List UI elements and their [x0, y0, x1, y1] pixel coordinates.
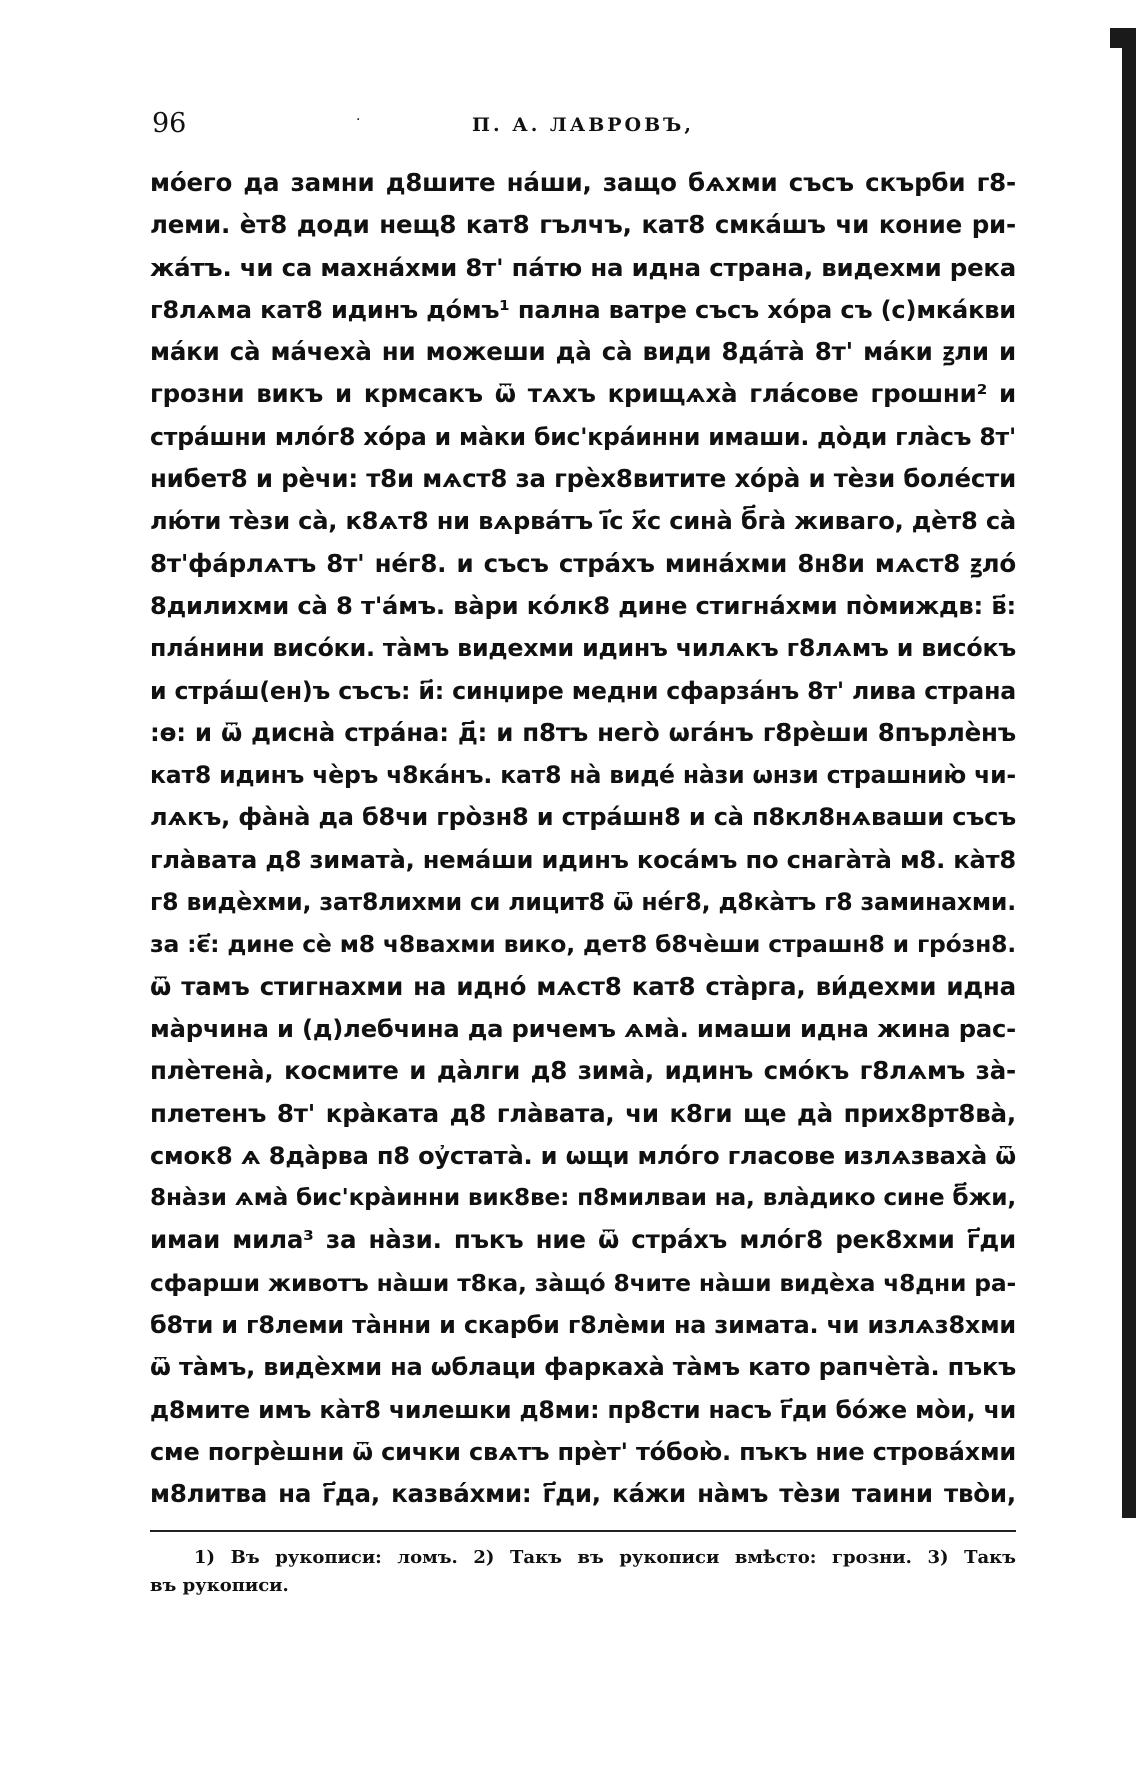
text-line: г8лѧма кат8 идинъ до́мъ¹ пална ватре съсъ хо́ра съ (с)мка́кви [150, 295, 1016, 324]
text-line: смок8 ѧ 8да̀рва п8 оу҆стата̀. и ѡщи мло́го гласове излѧзваха̀ ѿ [150, 1141, 1016, 1170]
text-line: плетенъ 8т' кра̀ката д8 гла̀вата, чи к8ги ще да̀ прих8рт8ва̀, [150, 1098, 1016, 1128]
footnote-rule [150, 1530, 1016, 1532]
text-line: пла́нини висо́ки. та̀мъ видехми идинъ чилѧкъ г8лѧмъ и висо́къ [150, 634, 1016, 663]
text-line: б8ти и г8леми та̀нни и скарби г8лѐми на зимата. чи излѧз8хми [150, 1311, 1016, 1340]
text-line: г8 видѐхми, зат8лихми си лицит8 ѿ не́г8, д8ка̀тъ г8 заминахми. [150, 888, 1016, 917]
footnote-line: въ рукописи. [150, 1574, 289, 1596]
text-line: сфарши животъ на̀ши т8ка, за̀що́ 8чите на̀ши видѐха ч8дни ра- [150, 1268, 1016, 1297]
body-text [150, 162, 1016, 1516]
text-line: 8дилихми са̀ 8 т'а́мъ. ва̀ри ко́лк8 дине стигна́хми по̀миждв: в҃: [150, 590, 1016, 620]
page-number: 96 [152, 108, 187, 139]
text-line: д8мите имъ ка̀т8 чилешки д8ми: пр8сти насъ г҃ди бо́же мо̀и, чи [150, 1395, 1016, 1424]
running-head: П. А. ЛАВРОВЪ, [472, 114, 694, 136]
text-line: ѿ тамъ стигнахми на идно́ мѧст8 кат8 ста̀рга, ви́дехми идна [150, 971, 1016, 1001]
text-line: за :є҃: дине сѐ м8 ч8вахми вико, дет8 б8чѐши страшн8 и гро́зн8. [150, 930, 1016, 959]
text-line: гла̀вата д8 зимата̀, нема́ши идинъ коса́мъ по снага̀та̀ м8. ка̀т8 [150, 845, 1016, 874]
text-line: жа́тъ. чи са махна́хми 8т' па́тю на идна страна, видехми река [150, 252, 1017, 282]
text-line: ѿ та̀мъ, видѐхми на ѡблаци фаркаха̀ та̀мъ като рапчѐта̀. пъкъ [150, 1353, 1016, 1382]
text-line: ма̀рчина и (д)лебчина да ричемъ ѧма̀. имаши идна жина рас- [150, 1014, 1016, 1043]
text-line: :ѳ: и ѿ дисна̀ стра́на: д҃: и п8тъ него̀ ѡга́нъ г8рѐши 8пърлѐнъ [150, 717, 1016, 747]
text-line: грозни викъ и крмсакъ ѿ тѧхъ крищѧха̀ гла́сове грошни² и [150, 379, 1016, 409]
footnote-line: 1) Въ рукописи: ломъ. 2) Такъ въ рукописи вмѣсто: грозни. 3) Такъ [194, 1546, 1016, 1568]
scan-edge-bar-top [1110, 28, 1136, 48]
book-page [150, 108, 1016, 1600]
text-line: ма́ки са̀ ма́чеха̀ ни можеши да̀ са̀ види 8да́та̀ 8т' ма́ки ꙃли и [150, 337, 1016, 367]
text-line: лѧкъ, фа̀на̀ да б8чи гро̀зн8 и стра́шн8 и са̀ п8кл8нѧваши съсъ [150, 803, 1016, 832]
text-line: плѐтена̀, космите и да̀лги д8 зима̀, идинъ смо́къ г8лѧмъ за̀- [150, 1056, 1016, 1086]
footnotes [150, 1544, 1016, 1600]
text-line: лю́ти тѐзи са̀, к8ѧт8 ни вѧрва́тъ і҃с х҃с сина̀ б҃га̀ живаго, дѐт8 са̀ [150, 507, 1016, 536]
text-line: кат8 идинъ чѐръ ч8ка́нъ. кат8 на̀ виде́ на̀зи ѡнзи страшнию̀ чи- [150, 761, 1016, 790]
header-dot: · [356, 112, 361, 128]
page-header [150, 108, 1016, 156]
text-line: нибет8 и рѐчи: т8и мѧст8 за грѐх8витите хо́ра̀ и тѐзи боле́сти [150, 464, 1016, 494]
text-line: 8т'фа́рлѧтъ 8т' не́г8. и съсъ стра́хъ мина́хми 8н8и мѧст8 ꙃло́ [150, 548, 1016, 578]
scan-edge-bar [1122, 28, 1136, 1518]
text-line: и стра́ш(ен)ъ съсъ: и҃: синџире медни сфарза́нъ 8т' лива страна [150, 676, 1016, 705]
text-line: мо́его да замни д8шите на́ши, защо бѧхми съсъ скърби г8- [150, 168, 1016, 197]
text-line: леми. ѐт8 доди нещ8 кат8 гълчъ, кат8 смка́шъ чи коние ри- [150, 210, 1016, 240]
text-line: стра́шни мло́г8 хо́ра и ма̀ки бис'кра́инни имаши. до̀ди гла̀съ 8т' [150, 422, 1016, 451]
text-line: имаи мила³ за на̀зи. пъкъ ние ѿ стра́хъ мло́г8 рек8хми г҃ди [150, 1225, 1016, 1255]
text-line: 8на̀зи ѧма̀ бис'кра̀инни вик8ве: п8милваи на, вла̀дико сине б҃жи, [150, 1184, 1016, 1212]
text-line: сме погрѐшни ѿ сички свѧтъ прѐт' то́бою̀. пъкъ ние строва́хми [150, 1437, 1016, 1466]
text-line: м8литва на г҃да, казва́хми: г҃ди, ка́жи на̀мъ тѐзи таини тво̀и, [150, 1479, 1016, 1509]
